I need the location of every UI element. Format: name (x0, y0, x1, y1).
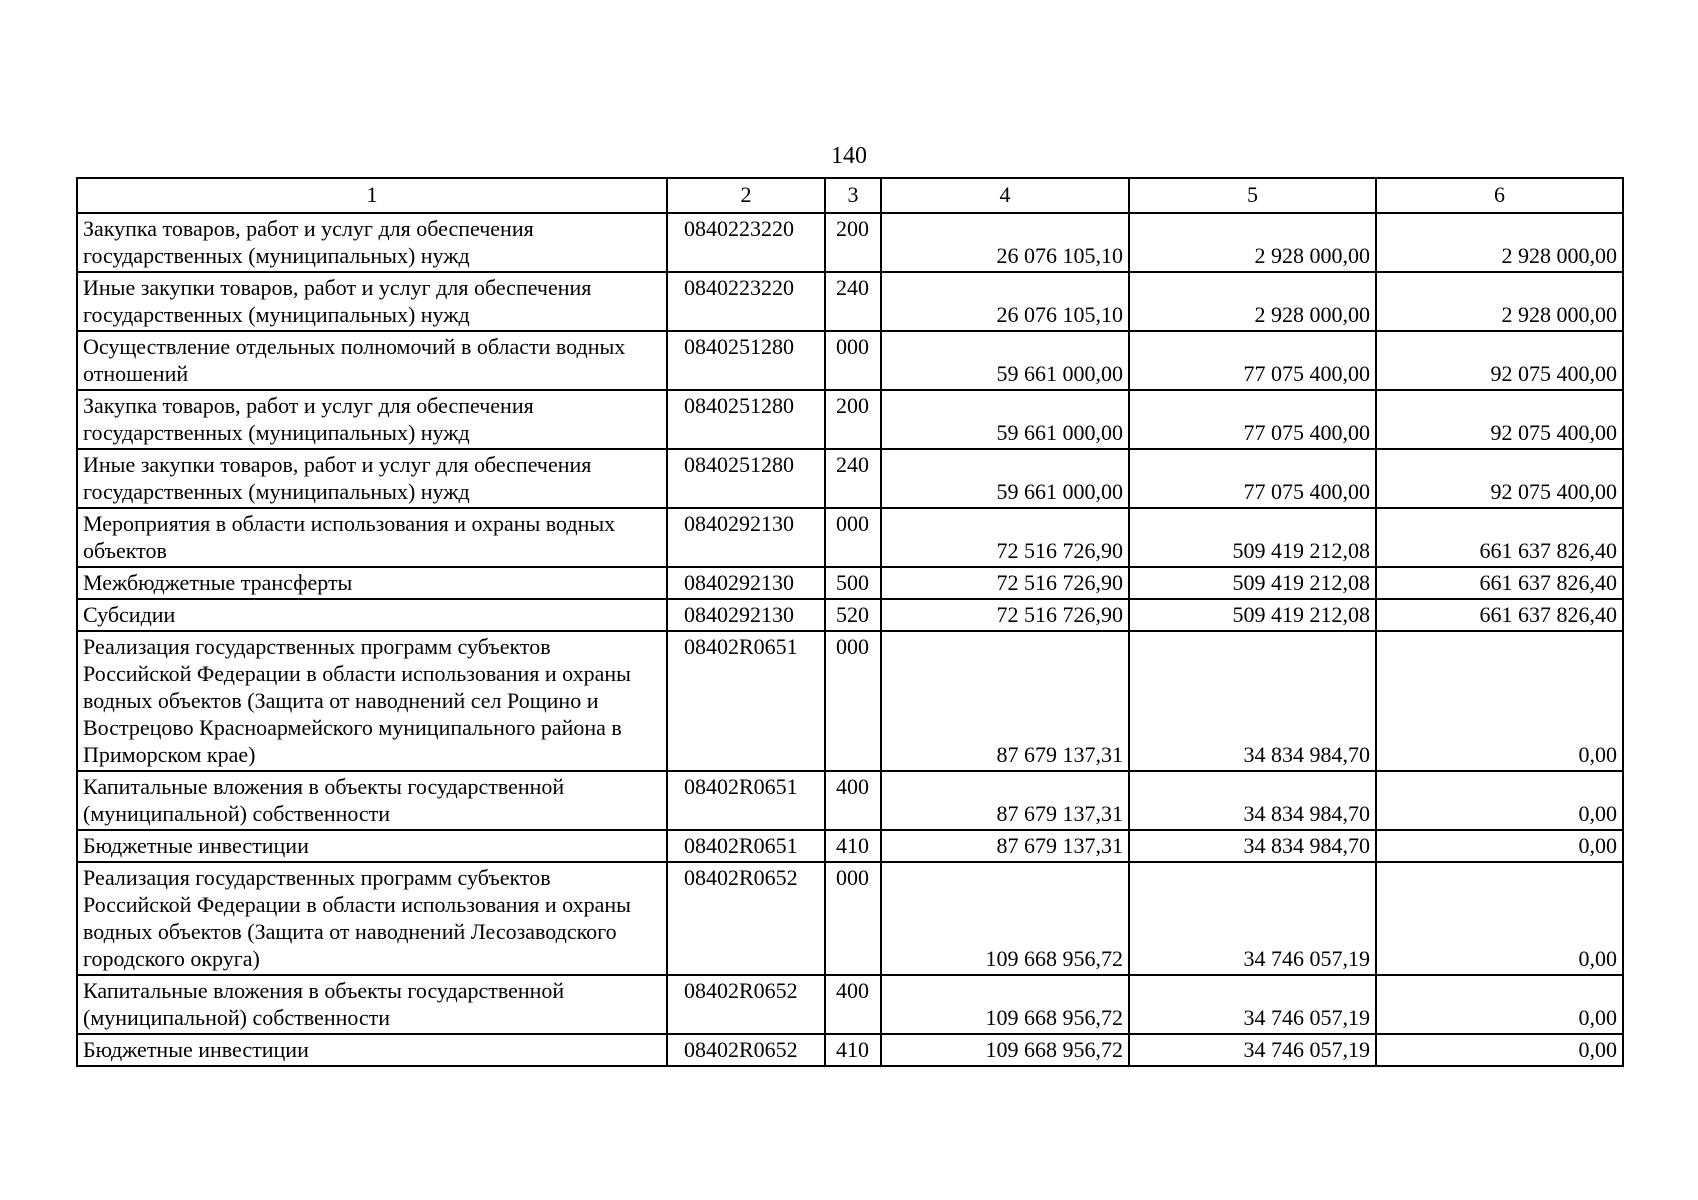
row-value-4-cell: 59 661 000,00 (881, 449, 1129, 508)
row-kvr-cell: 000 (825, 331, 881, 390)
row-value-6-cell: 0,00 (1376, 1034, 1623, 1066)
row-kvr-cell: 410 (825, 830, 881, 862)
row-value-4-cell: 59 661 000,00 (881, 390, 1129, 449)
column-header-5: 5 (1129, 178, 1376, 213)
row-kvr-cell: 000 (825, 862, 881, 975)
row-name-cell: Реализация государственных программ субъектов Российской Федерации в области использования и охраны водных объектов (Защита от наводнений сел Рощино и Вострецово Красноармейского муниципального района в Приморском крае) (77, 631, 667, 771)
row-value-4-cell: 26 076 105,10 (881, 213, 1129, 272)
table-row (77, 631, 1623, 771)
row-value-5-cell: 509 419 212,08 (1129, 599, 1376, 631)
table-row (77, 213, 1623, 272)
row-code-cell: 0840292130 (667, 508, 825, 567)
row-code-cell: 0840292130 (667, 567, 825, 599)
column-header-2: 2 (667, 178, 825, 213)
row-value-5-cell: 509 419 212,08 (1129, 567, 1376, 599)
row-name-cell: Межбюджетные трансферты (77, 567, 667, 599)
table-row (77, 1034, 1623, 1066)
row-value-6-cell: 2 928 000,00 (1376, 272, 1623, 331)
row-value-6-cell: 0,00 (1376, 631, 1623, 771)
row-name-cell: Мероприятия в области использования и охраны водных объектов (77, 508, 667, 567)
row-value-5-cell: 2 928 000,00 (1129, 213, 1376, 272)
row-value-4-cell: 26 076 105,10 (881, 272, 1129, 331)
row-value-5-cell: 34 834 984,70 (1129, 771, 1376, 830)
row-value-4-cell: 109 668 956,72 (881, 1034, 1129, 1066)
row-value-4-cell: 72 516 726,90 (881, 508, 1129, 567)
row-kvr-cell: 410 (825, 1034, 881, 1066)
row-name-cell: Капитальные вложения в объекты государственной (муниципальной) собственности (77, 771, 667, 830)
row-value-6-cell: 92 075 400,00 (1376, 449, 1623, 508)
row-value-4-cell: 87 679 137,31 (881, 830, 1129, 862)
table-row (77, 567, 1623, 599)
row-kvr-cell: 000 (825, 631, 881, 771)
column-header-1: 1 (77, 178, 667, 213)
row-value-6-cell: 92 075 400,00 (1376, 331, 1623, 390)
row-kvr-cell: 200 (825, 213, 881, 272)
row-value-4-cell: 59 661 000,00 (881, 331, 1129, 390)
row-value-6-cell: 661 637 826,40 (1376, 599, 1623, 631)
row-value-5-cell: 509 419 212,08 (1129, 508, 1376, 567)
row-value-4-cell: 109 668 956,72 (881, 975, 1129, 1034)
row-kvr-cell: 240 (825, 272, 881, 331)
row-kvr-cell: 500 (825, 567, 881, 599)
row-value-6-cell: 0,00 (1376, 975, 1623, 1034)
row-value-4-cell: 87 679 137,31 (881, 631, 1129, 771)
row-name-cell: Закупка товаров, работ и услуг для обеспечения государственных (муниципальных) нужд (77, 213, 667, 272)
row-name-cell: Осуществление отдельных полномочий в области водных отношений (77, 331, 667, 390)
column-header-4: 4 (881, 178, 1129, 213)
row-value-5-cell: 34 746 057,19 (1129, 1034, 1376, 1066)
row-code-cell: 08402R0652 (667, 862, 825, 975)
table-row (77, 599, 1623, 631)
row-code-cell: 0840251280 (667, 449, 825, 508)
row-kvr-cell: 520 (825, 599, 881, 631)
row-value-6-cell: 661 637 826,40 (1376, 567, 1623, 599)
table-row (77, 390, 1623, 449)
row-code-cell: 0840251280 (667, 331, 825, 390)
row-value-6-cell: 661 637 826,40 (1376, 508, 1623, 567)
row-value-5-cell: 34 834 984,70 (1129, 631, 1376, 771)
row-code-cell: 0840292130 (667, 599, 825, 631)
row-code-cell: 0840223220 (667, 213, 825, 272)
table-row (77, 449, 1623, 508)
table-row (77, 272, 1623, 331)
row-name-cell: Субсидии (77, 599, 667, 631)
row-name-cell: Иные закупки товаров, работ и услуг для обеспечения государственных (муниципальных) нужд (77, 449, 667, 508)
row-value-5-cell: 77 075 400,00 (1129, 390, 1376, 449)
row-value-4-cell: 72 516 726,90 (881, 599, 1129, 631)
row-code-cell: 0840223220 (667, 272, 825, 331)
row-code-cell: 08402R0652 (667, 975, 825, 1034)
row-kvr-cell: 000 (825, 508, 881, 567)
row-kvr-cell: 200 (825, 390, 881, 449)
row-value-5-cell: 34 746 057,19 (1129, 975, 1376, 1034)
row-value-5-cell: 34 834 984,70 (1129, 830, 1376, 862)
page-number: 140 (831, 143, 867, 169)
row-value-6-cell: 0,00 (1376, 771, 1623, 830)
column-header-6: 6 (1376, 178, 1623, 213)
row-value-4-cell: 87 679 137,31 (881, 771, 1129, 830)
row-code-cell: 08402R0651 (667, 830, 825, 862)
row-name-cell: Закупка товаров, работ и услуг для обеспечения государственных (муниципальных) нужд (77, 390, 667, 449)
table-row (77, 331, 1623, 390)
row-name-cell: Иные закупки товаров, работ и услуг для обеспечения государственных (муниципальных) нужд (77, 272, 667, 331)
row-value-5-cell: 77 075 400,00 (1129, 331, 1376, 390)
budget-table (76, 177, 1624, 1067)
row-kvr-cell: 400 (825, 771, 881, 830)
table-header-row (77, 178, 1623, 213)
table-row (77, 830, 1623, 862)
row-name-cell: Реализация государственных программ субъектов Российской Федерации в области использования и охраны водных объектов (Защита от наводнений Лесозаводского городского округа) (77, 862, 667, 975)
column-header-3: 3 (825, 178, 881, 213)
row-code-cell: 08402R0652 (667, 1034, 825, 1066)
row-value-6-cell: 2 928 000,00 (1376, 213, 1623, 272)
row-value-6-cell: 0,00 (1376, 830, 1623, 862)
table-row (77, 862, 1623, 975)
row-kvr-cell: 240 (825, 449, 881, 508)
row-value-5-cell: 2 928 000,00 (1129, 272, 1376, 331)
table-row (77, 975, 1623, 1034)
row-code-cell: 08402R0651 (667, 771, 825, 830)
row-code-cell: 08402R0651 (667, 631, 825, 771)
table-row (77, 771, 1623, 830)
row-kvr-cell: 400 (825, 975, 881, 1034)
row-value-6-cell: 92 075 400,00 (1376, 390, 1623, 449)
row-value-5-cell: 77 075 400,00 (1129, 449, 1376, 508)
row-name-cell: Бюджетные инвестиции (77, 830, 667, 862)
row-value-4-cell: 72 516 726,90 (881, 567, 1129, 599)
row-value-6-cell: 0,00 (1376, 862, 1623, 975)
row-value-5-cell: 34 746 057,19 (1129, 862, 1376, 975)
table-row (77, 508, 1623, 567)
row-value-4-cell: 109 668 956,72 (881, 862, 1129, 975)
row-code-cell: 0840251280 (667, 390, 825, 449)
row-name-cell: Капитальные вложения в объекты государственной (муниципальной) собственности (77, 975, 667, 1034)
row-name-cell: Бюджетные инвестиции (77, 1034, 667, 1066)
